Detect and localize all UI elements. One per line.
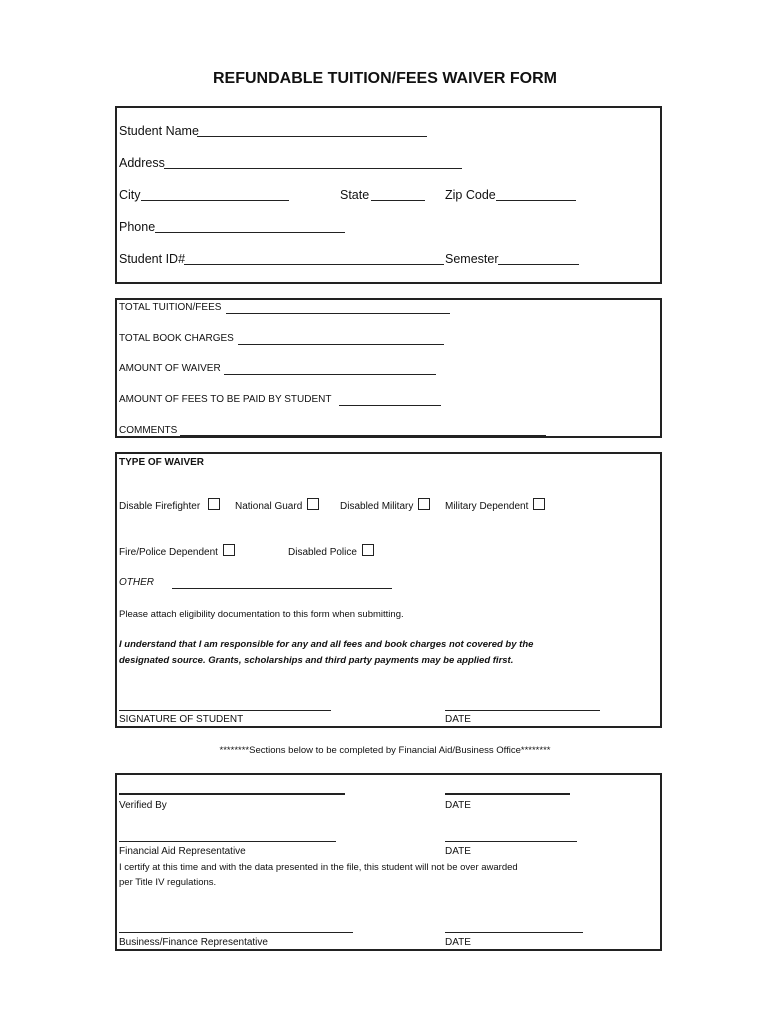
other-field[interactable] — [172, 588, 392, 589]
state-field[interactable] — [371, 200, 425, 201]
business-rep-date-field[interactable] — [445, 932, 583, 933]
certify-line-2: per Title IV regulations. — [119, 877, 217, 888]
zip-code-field[interactable] — [496, 200, 576, 201]
waiver-option-military-dependent[interactable] — [445, 498, 545, 512]
option-label: Disable Firefighter — [119, 501, 201, 512]
student-id-field[interactable] — [184, 264, 444, 265]
page-title: REFUNDABLE TUITION/FEES WAIVER FORM — [213, 70, 557, 87]
option-label: National Guard — [235, 501, 303, 512]
waiver-option-disabled-military[interactable] — [340, 498, 430, 512]
student-date-field[interactable] — [445, 710, 600, 711]
phone-label: Phone — [119, 220, 156, 234]
phone-field[interactable] — [155, 232, 345, 233]
waiver-heading: TYPE OF WAIVER — [119, 457, 205, 468]
semester-label: Semester — [445, 252, 499, 266]
total-tuition-label: TOTAL TUITION/FEES — [119, 302, 222, 313]
amount-of-waiver-label: AMOUNT OF WAIVER — [119, 363, 221, 374]
checkbox[interactable] — [223, 544, 235, 556]
option-label: Military Dependent — [445, 501, 529, 512]
verified-by-label: Verified By — [119, 800, 167, 811]
fa-rep-date-field[interactable] — [445, 841, 577, 842]
verified-date-label: DATE — [445, 800, 471, 811]
student-fees-label: AMOUNT OF FEES TO BE PAID BY STUDENT — [119, 394, 332, 405]
option-label: Disabled Military — [340, 501, 414, 512]
fa-rep-date-label: DATE — [445, 846, 471, 857]
verified-by-field[interactable] — [119, 793, 345, 795]
checkbox[interactable] — [418, 498, 430, 510]
city-label: City — [119, 188, 141, 202]
waiver-option-disable-firefighter[interactable] — [119, 498, 220, 512]
total-book-charges-label: TOTAL BOOK CHARGES — [119, 333, 234, 344]
zip-code-label: Zip Code — [445, 188, 496, 202]
checkbox[interactable] — [533, 498, 545, 510]
address-field[interactable] — [164, 168, 462, 169]
fa-rep-signature-field[interactable] — [119, 841, 336, 842]
statement-line-1: I understand that I am responsible for any and all fees and book charges not covered by the — [119, 639, 534, 650]
student-signature-field[interactable] — [119, 710, 331, 711]
attach-note: Please attach eligibility documentation to this form when submitting. — [119, 609, 404, 620]
comments-field[interactable] — [180, 435, 546, 436]
waiver-option-national-guard[interactable] — [235, 498, 319, 512]
certify-line-1: I certify at this time and with the data presented in the file, this student will not be over awarded — [119, 862, 518, 873]
verified-date-field[interactable] — [445, 793, 570, 795]
comments-label: COMMENTS — [119, 425, 178, 436]
student-id-label: Student ID# — [119, 252, 186, 266]
option-label: Disabled Police — [288, 547, 357, 558]
total-tuition-field[interactable] — [226, 313, 450, 314]
business-rep-date-label: DATE — [445, 937, 471, 948]
amount-of-waiver-field[interactable] — [224, 374, 436, 375]
total-book-charges-field[interactable] — [238, 344, 444, 345]
business-rep-signature-field[interactable] — [119, 932, 353, 933]
signature-label: SIGNATURE OF STUDENT — [119, 714, 244, 725]
checkbox[interactable] — [307, 498, 319, 510]
checkbox[interactable] — [362, 544, 374, 556]
student-date-label: DATE — [445, 714, 471, 725]
waiver-option-disabled-police[interactable] — [288, 544, 374, 558]
waiver-option-fire-police-dependent[interactable] — [119, 544, 235, 558]
option-label: Fire/Police Dependent — [119, 547, 218, 558]
office-note: ********Sections below to be completed by Financial Aid/Business Office******** — [219, 745, 551, 756]
student-fees-field[interactable] — [339, 405, 441, 406]
checkbox[interactable] — [208, 498, 220, 510]
waiver-section — [115, 452, 662, 728]
address-label: Address — [119, 156, 165, 170]
state-label: State — [340, 188, 370, 202]
city-field[interactable] — [141, 200, 289, 201]
student-name-label: Student Name — [119, 124, 199, 138]
student-name-field[interactable] — [197, 136, 427, 137]
fa-rep-label: Financial Aid Representative — [119, 846, 246, 857]
business-rep-label: Business/Finance Representative — [119, 937, 268, 948]
semester-field[interactable] — [498, 264, 579, 265]
other-label: OTHER — [119, 577, 154, 588]
statement-line-2: designated source. Grants, scholarships and third party payments may be applied first. — [119, 655, 514, 666]
